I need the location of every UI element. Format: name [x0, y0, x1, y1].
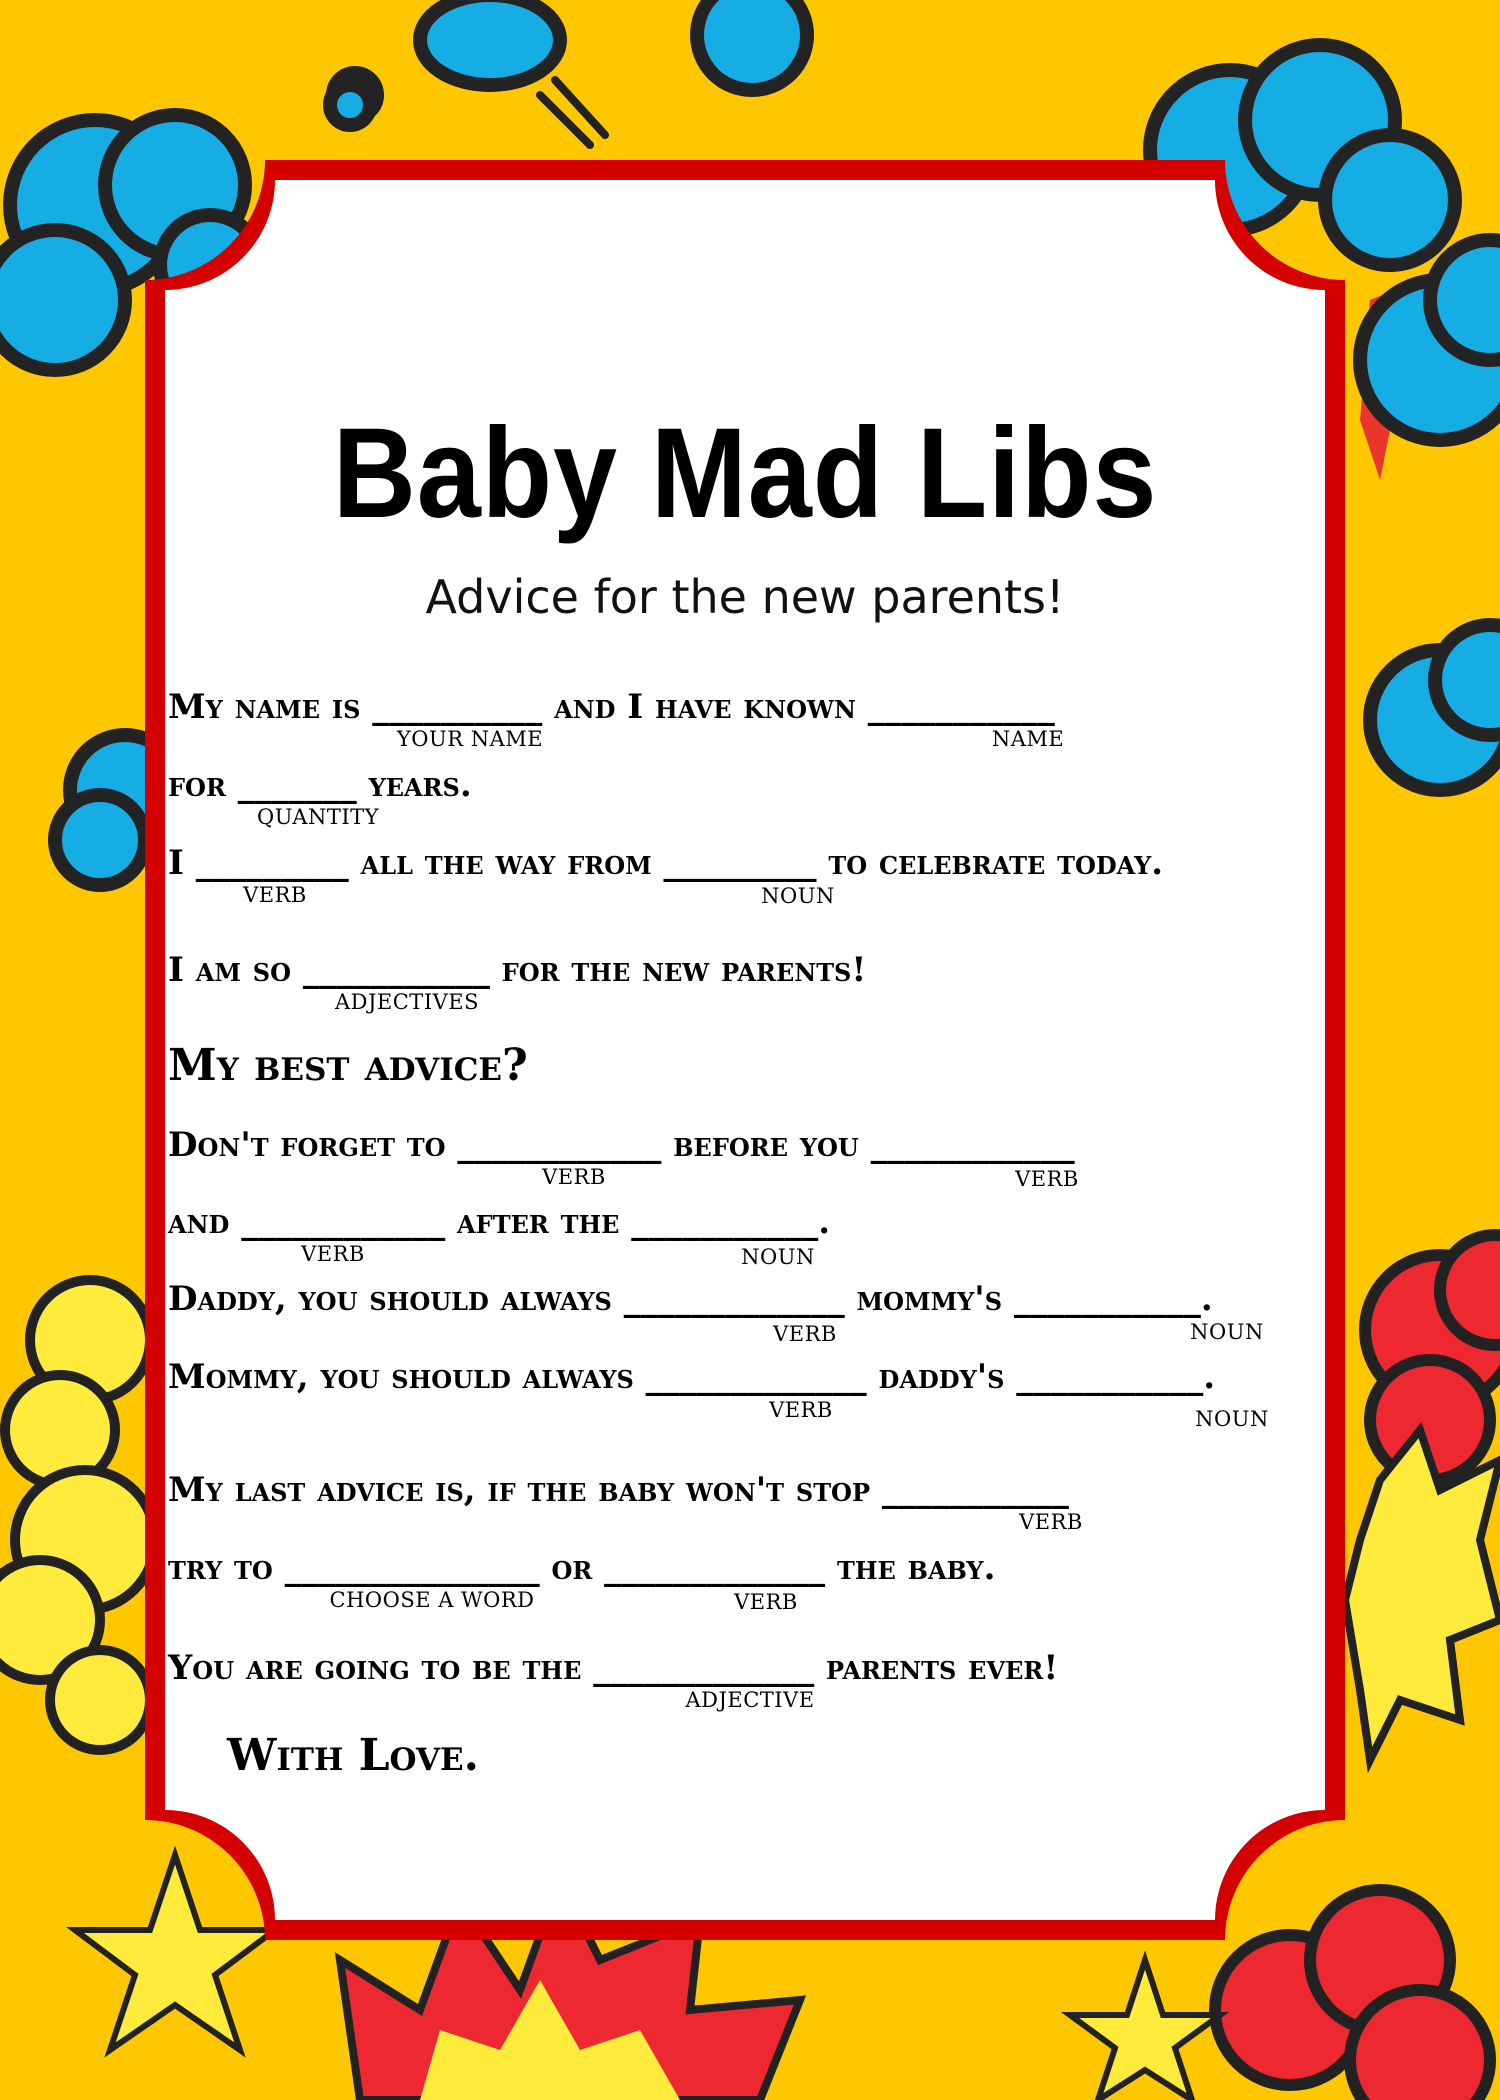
signoff: With Love. [227, 1730, 479, 1781]
hint-noun-3: NOUN [1190, 1320, 1264, 1344]
red-cloud-right [1365, 1235, 1500, 1480]
hint-name: NAME [991, 727, 1065, 751]
hint-verb-7: VERB [1019, 1510, 1083, 1534]
blue-cloud-right [1360, 240, 1500, 790]
line-years: for _______ years. [168, 765, 472, 805]
line-my-name: My name is __________ and I have known ___________ [168, 687, 1055, 727]
hint-verb-8: VERB [734, 1590, 798, 1614]
hint-adjective: ADJECTIVE [685, 1688, 815, 1712]
hint-noun-4: NOUN [1195, 1407, 1269, 1431]
blue-cloud-top [330, 0, 807, 125]
line-traveled: I _________ all the way from _________ to celebrate today. [168, 843, 1164, 883]
line-mommy: Mommy, you should always _____________ daddy's ___________. [168, 1357, 1216, 1397]
star-bottom-right [1070, 1960, 1220, 2100]
section-heading-advice: My best advice? [168, 1040, 528, 1091]
card-content [145, 160, 1345, 1940]
hint-adjectives: ADJECTIVES [334, 990, 480, 1014]
line-and-after: and ____________ after the ___________. [168, 1202, 831, 1242]
page-subtitle: Advice for the new parents! [425, 570, 1065, 624]
hint-verb-5: VERB [773, 1322, 837, 1346]
hint-noun-2: NOUN [741, 1245, 815, 1269]
hint-verb-6: VERB [769, 1398, 833, 1422]
pow-burst [1345, 1430, 1500, 1760]
line-try-to: try to _______________ or _____________ the baby. [168, 1548, 996, 1588]
hint-quantity: QUANTITY [257, 805, 379, 829]
hint-noun-1: NOUN [761, 884, 835, 908]
hint-your-name: YOUR NAME [396, 727, 544, 751]
hint-verb-2: VERB [542, 1165, 606, 1189]
line-best-parents: You are going to be the _____________ parents ever! [168, 1648, 1059, 1688]
line-daddy: Daddy, you should always _____________ mommy's ___________. [168, 1279, 1213, 1319]
hint-verb-4: VERB [301, 1242, 365, 1266]
hint-verb-1: VERB [243, 883, 307, 907]
hint-choose-a-word: CHOOSE A WORD [329, 1588, 535, 1612]
line-dont-forget: Don't forget to ____________ before you ____________ [168, 1125, 1075, 1165]
yellow-explosion-left [0, 1280, 155, 1750]
mad-libs-card [145, 160, 1345, 1940]
line-i-am-so: I am so ___________ for the new parents! [168, 950, 867, 990]
page-title: Baby Mad Libs [332, 402, 1158, 545]
line-last-advice: My last advice is, if the baby won't stop ___________ [168, 1470, 1069, 1510]
hint-verb-3: VERB [1015, 1167, 1079, 1191]
